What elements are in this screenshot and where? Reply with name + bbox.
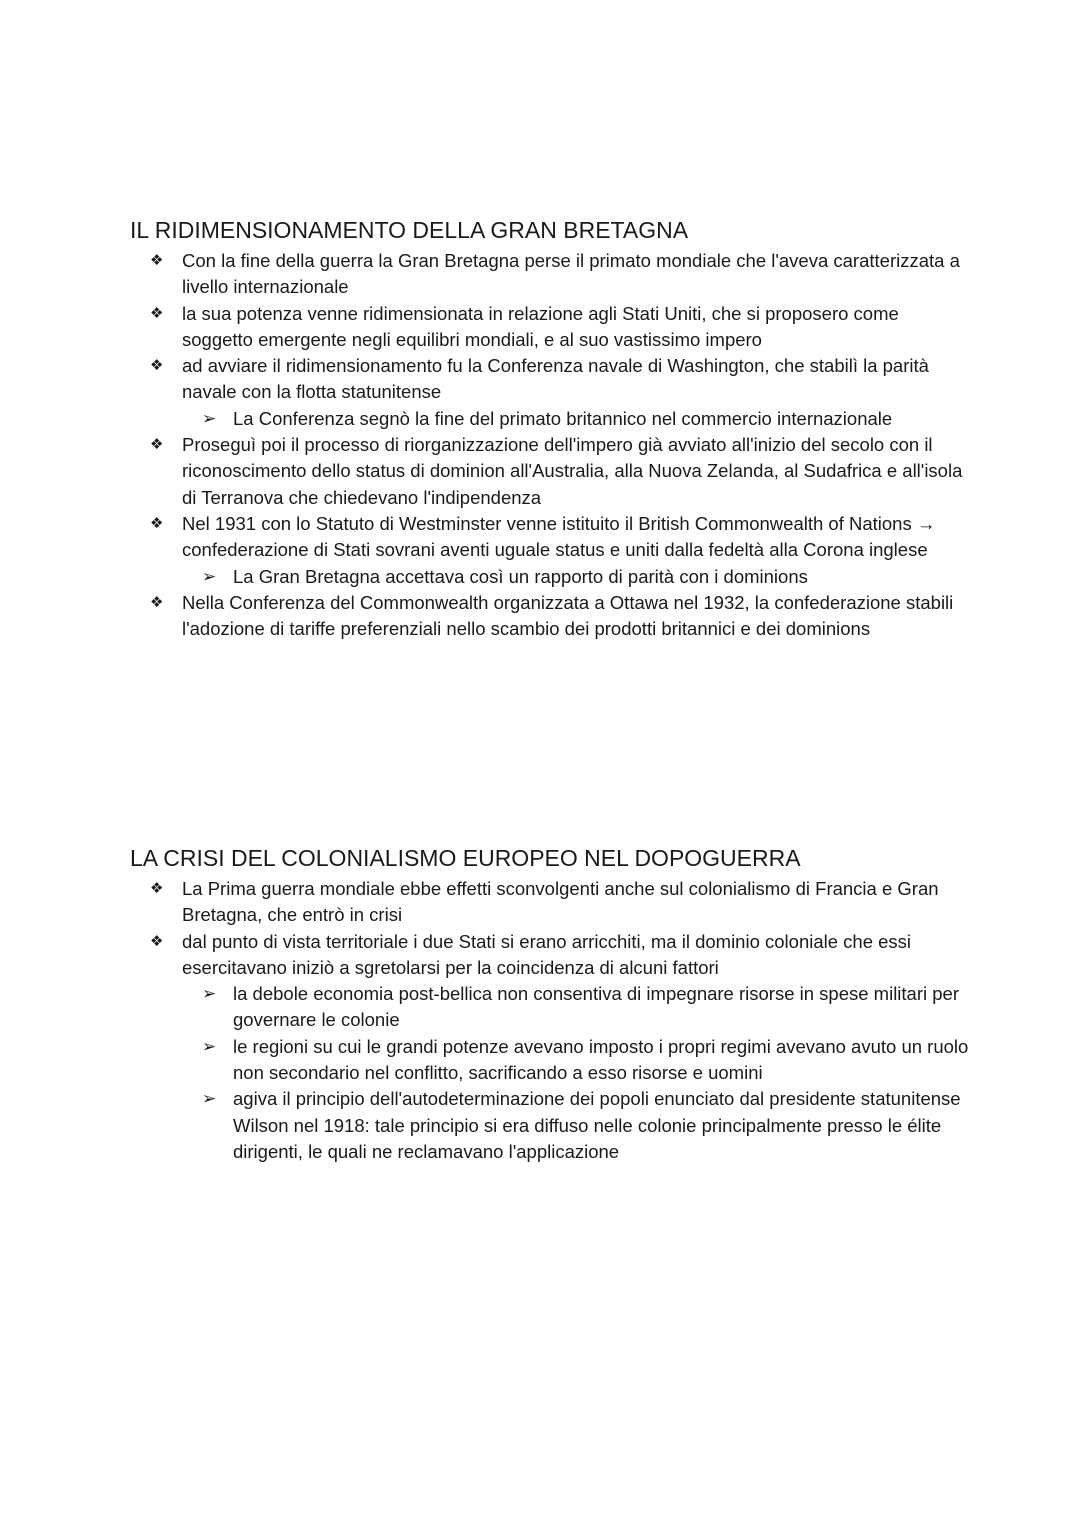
list-item-text: Con la fine della guerra la Gran Bretagna perse il primato mondiale che l'aveva caratterizzata a livello internazionale: [182, 250, 960, 298]
diamond-bullet-icon: ❖: [150, 514, 164, 532]
diamond-bullet-icon: ❖: [150, 436, 164, 454]
arrow-bullet-icon: ➢: [202, 566, 217, 586]
list-item-text: Nella Conferenza del Commonwealth organizzata a Ottawa nel 1932, la confederazione stabili l'adozione di tariffe preferenziali nello scambio dei prodotti britannici e dei dominions: [182, 591, 954, 640]
sub-list-item: [130, 1034, 970, 1087]
list-item: [130, 432, 970, 511]
list-item-text: Nel 1931 con lo Statuto di Westminster venne istituito il British Commonwealth of Nations → confederazione di Stati sovrani aventi uguale status e uniti dalla fedeltà alla Corona inglese: [182, 512, 936, 561]
section-title: LA CRISI DEL COLONIALISMO EUROPEO NEL DOPOGUERRA: [130, 845, 801, 871]
list-item: [130, 301, 970, 354]
bullet-list: [130, 876, 970, 1165]
diamond-bullet-icon: ❖: [150, 880, 164, 897]
list-item: [130, 353, 970, 406]
list-item: [130, 929, 970, 982]
list-item-text: La Prima guerra mondiale ebbe effetti sconvolgenti anche sul colonialismo di Francia e Gran Bretagna, che entrò in crisi: [182, 878, 939, 926]
list-item-text: la sua potenza venne ridimensionata in relazione agli Stati Uniti, che si proposero come soggetto emergente negli equilibri mondiali, e al suo vastissimo impero: [182, 302, 899, 350]
section-ridimensionamento-gran-bretagna: [130, 216, 970, 642]
arrow-bullet-icon: ➢: [202, 408, 217, 428]
diamond-bullet-icon: ❖: [150, 357, 164, 375]
list-item: [130, 590, 970, 643]
list-item-text: le regioni su cui le grandi potenze avevano imposto i propri regimi avevano avuto un ruolo non secondario nel conflitto, sacrificando a esso risorse e uomini: [233, 1035, 969, 1084]
list-item-text: la debole economia post-bellica non consentiva di impegnare risorse in spese militari per governare le colonie: [233, 983, 959, 1031]
arrow-bullet-icon: ➢: [202, 984, 217, 1004]
list-item: [130, 511, 970, 564]
diamond-bullet-icon: ❖: [150, 593, 164, 611]
sub-list-item: [130, 564, 970, 590]
list-item-text: La Conferenza segnò la fine del primato britannico nel commercio internazionale: [233, 407, 893, 429]
section-title: IL RIDIMENSIONAMENTO DELLA GRAN BRETAGNA: [130, 217, 689, 243]
arrow-bullet-icon: ➢: [202, 1036, 217, 1056]
list-item-text: agiva il principio dell'autodeterminazione dei popoli enunciato dal presidente statunitense Wilson nel 1918: tale principio si era diffuso nelle colonie principalmente presso le élite dirigenti, le quali ne reclamavano l'applicazione: [233, 1088, 961, 1162]
list-item: [130, 876, 970, 929]
sub-list-item: [130, 406, 970, 432]
arrow-bullet-icon: ➢: [202, 1089, 217, 1109]
diamond-bullet-icon: ❖: [150, 304, 164, 322]
list-item-text: ad avviare il ridimensionamento fu la Conferenza navale di Washington, che stabilì la parità navale con la flotta statunitense: [182, 355, 929, 403]
section-crisi-colonialismo: [130, 844, 970, 1165]
bullet-list: [130, 248, 970, 642]
list-item-text: Proseguì poi il processo di riorganizzazione dell'impero già avviato all'inizio del secolo con il riconoscimento dello status di dominion all'Australia, alla Nuova Zelanda, al Sudafrica e all'isola di Terranova che chiedevano l'indipendenza: [182, 434, 963, 508]
list-item: [130, 248, 970, 301]
sub-list-item: [130, 981, 970, 1034]
sub-list-item: [130, 1086, 970, 1165]
list-item-text: dal punto di vista territoriale i due Stati si erano arricchiti, ma il dominio coloniale che essi esercitavano iniziò a sgretolarsi per la coincidenza di alcuni fattori: [182, 930, 912, 978]
diamond-bullet-icon: ❖: [150, 932, 164, 950]
list-item-text: La Gran Bretagna accettava così un rapporto di parità con i dominions: [233, 565, 808, 587]
diamond-bullet-icon: ❖: [150, 252, 164, 269]
